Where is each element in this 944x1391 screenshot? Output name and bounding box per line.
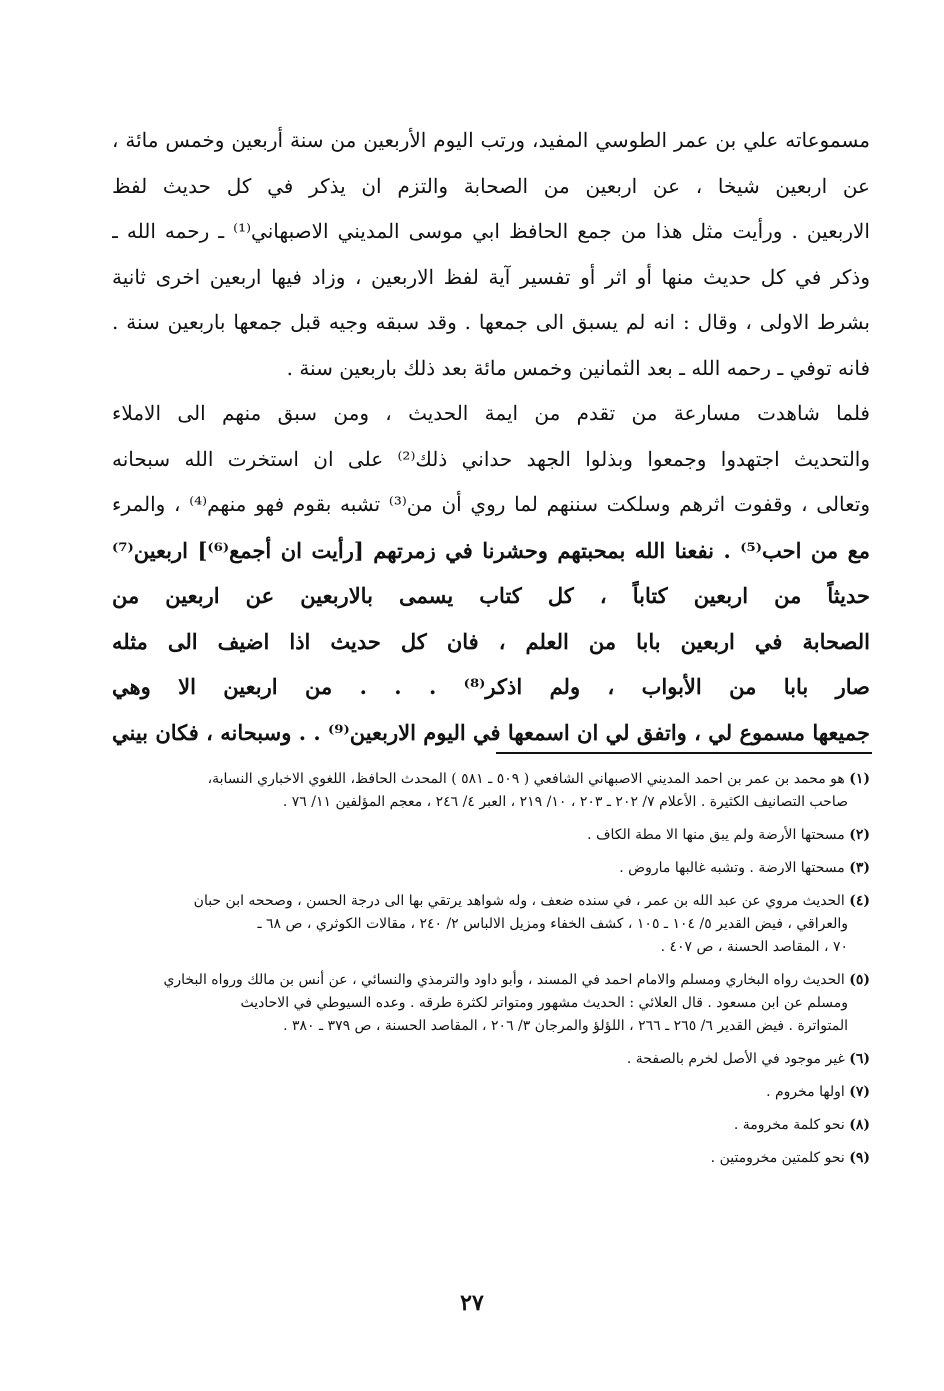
footnote (118, 969, 870, 1038)
footnote-line (118, 824, 870, 847)
text-line: صار بابا من الأبواب ، ولم اذكر⁽⁸⁾ . . . من اربعين الا وهي (112, 674, 870, 699)
footnote-text: المتواترة . فيض القدير ٦/ ٢٦٥ ـ ٢٦٦ ، اللؤلؤ والمرجان ٣/ ٢٠٦ ، المقاصد الحسنة ، ص ٣٧٩ ـ ٣٨٠ . (283, 1018, 848, 1034)
footnote-line (118, 1048, 870, 1071)
text-line: فلما شاهدت مسارعة من تقدم من ايمة الحديث ، ومن سبق منهم الى الاملاء (112, 401, 870, 425)
footnote-text: مسحتها الأرضة ولم يبق منها الا مطة الكاف . (587, 827, 845, 843)
footnote-text: صاحب التصانيف الكثيرة . الأعلام ٧/ ٢٠٢ ـ ٢٠٣ ، ١٠/ ٢١٩ ، العبر ٤/ ٢٤٦ ، معجم المؤلفين ١١/ ٧٦ . (282, 794, 848, 810)
footnote-line (118, 992, 870, 1015)
footnote-line (118, 768, 870, 791)
text-line: وذكر في كل حديث منها أو اثر أو تفسير آية لفظ الاربعين ، وزاد فيها اربعين اخرى ثانية (112, 264, 870, 289)
text-line: مع من احب⁽⁵⁾ . نفعنا الله بمحبتهم وحشرنا في زمرتهم [رأيت ان أجمع⁽⁶⁾] اربعين⁽⁷⁾ (112, 537, 870, 563)
footnote-text: والعراقي ، فيض القدير ٥/ ١٠٤ ـ ١٠٥ ، كشف الخفاء ومزيل الالباس ٢/ ٢٤٠ ، مقالات الكوثري ، ص ٦٨ ـ (257, 916, 848, 932)
text-line: الاربعين . ورأيت مثل هذا من جمع الحافظ ابي موسى المديني الاصبهاني⁽¹⁾ ـ رحمه الله ـ (112, 219, 870, 243)
footnote (118, 890, 870, 959)
text-line: بشرط الاولى ، وقال : انه لم يسبق الى جمعها . وقد سبقه وجيه قبل جمعها باربعين سنة . (112, 310, 870, 334)
footnote-number: (٣) (849, 860, 870, 876)
footnote (118, 857, 870, 880)
footnote-text: هو محمد بن عمر بن احمد المديني الاصبهاني الشافعي ( ٥٠٩ ـ ٥٨١ ) المحدث الحافظ، اللغوي الاخباري النسابة، (207, 771, 845, 787)
footnote (118, 1081, 870, 1104)
footnote-number: (٢) (849, 827, 870, 843)
footnote-text: ٧٠ ، المقاصد الحسنة ، ص ٤٠٧ . (660, 939, 848, 955)
footnote (118, 1147, 870, 1170)
text-line: فانه توفي ـ رحمه الله ـ بعد الثمانين وخمس مائة بعد ذلك باربعين سنة . (286, 355, 870, 380)
text-line: مسموعاته علي بن عمر الطوسي المفيد، ورتب اليوم الأربعين من سنة أربعين وخمس مائة ، (112, 128, 870, 152)
footnote-line (118, 1015, 870, 1038)
footnote-line (118, 1114, 870, 1137)
footnote-line (118, 791, 870, 814)
footnote-text: مسحتها الارضة . وتشبه غالبها ماروض . (619, 860, 845, 876)
footnote-number: (٧) (849, 1084, 870, 1100)
footnote-text: نحو كلمة مخرومة . (733, 1117, 845, 1133)
text-line: جميعها مسموع لي ، واتفق لي ان اسمعها في اليوم الاربعين⁽⁹⁾ . . وسبحانه ، فكان بيني (112, 719, 870, 745)
text-line: الصحابة في اربعين بابا من العلم ، فان كل حديث اذا اضيف الى مثله (112, 628, 870, 654)
text-line: وتعالى ، وقفوت اثرهم وسلكت سننهم لما روي أن من⁽³⁾ تشبه بقوم فهو منهم⁽⁴⁾ ، والمرء (112, 492, 870, 516)
footnote-line (118, 913, 870, 936)
footnote-number: (٥) (849, 972, 870, 988)
text-line: والتحديث اجتهدوا وجمعوا وبذلوا الجهد حداني ذلك⁽²⁾ على ان استخرت الله سبحانه (112, 446, 870, 471)
footnote (118, 1114, 870, 1137)
footnote (118, 768, 870, 814)
footnote-text: اولها مخروم . (766, 1084, 845, 1100)
footnote-text: غير موجود في الأصل لخرم بالصفحة . (626, 1051, 845, 1067)
text-line: حديثاً من اربعين كتاباً ، كل كتاب يسمى بالاربعين عن اربعين من (112, 583, 870, 608)
footnote-text: ومسلم عن ابن مسعود . قال العلائي : الحديث مشهور ومتواتر لكثرة طرقه . وعده السيوطي في الاحاديث (240, 995, 848, 1011)
footnote-number: (٦) (849, 1051, 870, 1067)
footnote-line (118, 1081, 870, 1104)
footnote-line (118, 857, 870, 880)
footnotes (118, 768, 870, 1180)
footnote-line (118, 1147, 870, 1170)
footnote-number: (٤) (849, 893, 870, 909)
footnote-line (118, 936, 870, 959)
footnote-text: نحو كلمتين مخرومتين . (710, 1150, 845, 1166)
footnote-line (118, 890, 870, 913)
page-number: ٢٧ (460, 1290, 484, 1316)
footnote-separator (496, 752, 872, 754)
footnote-text: الحديث مروي عن عبد الله بن عمر ، في سنده ضعف ، وله شواهد يرتقي بها الى درجة الحسن ، وصححه ابن حبان (193, 893, 845, 909)
text-line: عن اربعين شيخا ، عن اربعين من الصحابة والتزم ان يذكر في كل حديث لفظ (112, 173, 870, 198)
main-text (112, 118, 870, 755)
footnote-text: الحديث رواه البخاري ومسلم والامام احمد في المسند ، وأبو داود والترمذي والنسائي ، عن أنس بن مالك ورواه البخاري (163, 972, 845, 988)
footnote-number: (١) (849, 771, 870, 787)
footnote-line (118, 969, 870, 992)
footnote-number: (٨) (849, 1117, 870, 1133)
footnote (118, 824, 870, 847)
footnote-number: (٩) (849, 1150, 870, 1166)
footnote (118, 1048, 870, 1071)
